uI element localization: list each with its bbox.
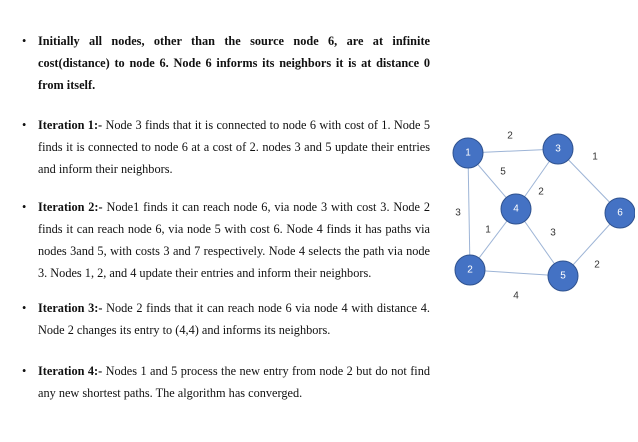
graph-edges <box>468 149 620 276</box>
iteration-1-heading: Iteration 1:- <box>38 118 103 132</box>
iteration-3-text: Node 2 finds that it can reach node 6 via node 4 with distance 4. Node 2 changes its entry to (4,4) and informs its neighbors. <box>38 301 430 337</box>
edge-weight-4-5: 3 <box>550 227 556 239</box>
node-label-2: 2 <box>467 264 473 276</box>
iteration-1-text: Node 3 finds that it is connected to node 6 with cost of 1. Node 5 finds it is connected to node 6 at a cost of 2. nodes 3 and 5 update their entries and inform their neighbors. <box>38 118 430 176</box>
edge-weight-2-5: 4 <box>513 290 519 302</box>
iteration-2-heading: Iteration 2:- <box>38 200 103 214</box>
iteration-3-heading: Iteration 3:- <box>38 301 103 315</box>
edge-weight-3-6: 1 <box>592 151 598 163</box>
iteration-4-heading: Iteration 4:- <box>38 364 103 378</box>
bullet-dot: • <box>22 364 27 378</box>
bullet-dot: • <box>22 34 27 48</box>
bullet-dot: • <box>22 118 27 132</box>
bullet-dot: • <box>22 301 27 315</box>
node-label-5: 5 <box>560 270 566 282</box>
bullet-initial-text: Initially all nodes, other than the source node 6, are at infinite cost(distance) to node 6. Node 6 informs its neighbors it is at distance 0 from itself. <box>38 34 430 92</box>
edge-weight-3-4: 2 <box>538 186 544 198</box>
node-label-1: 1 <box>465 147 471 159</box>
edge-1-2 <box>468 153 470 270</box>
edge-weight-5-6: 2 <box>594 259 600 271</box>
node-label-6: 6 <box>617 207 623 219</box>
node-label-4: 4 <box>513 203 519 215</box>
iteration-2-text: Node1 finds it can reach node 6, via node 3 with cost 3. Node 2 finds it can reach node 6, via node 5 with cost 6. Node 4 finds it has paths via nodes 3and 5, with costs 3 and 7 respectively. Node 4 selects the path via node 3. Nodes 1, 2, and 4 update their entries and inform their neighbors. <box>38 200 430 280</box>
graph-nodes <box>453 134 635 291</box>
iteration-4-text: Nodes 1 and 5 process the new entry from node 2 but do not find any new shortest paths. The algorithm has converged. <box>38 364 430 400</box>
edge-weight-4-2: 1 <box>485 224 491 236</box>
node-label-3: 3 <box>555 143 561 155</box>
edge-weight-1-3: 2 <box>507 130 513 142</box>
bullet-dot: • <box>22 200 27 214</box>
network-graph <box>445 122 635 312</box>
edge-weight-1-4: 5 <box>500 166 506 178</box>
edge-weight-1-2: 3 <box>455 207 461 219</box>
